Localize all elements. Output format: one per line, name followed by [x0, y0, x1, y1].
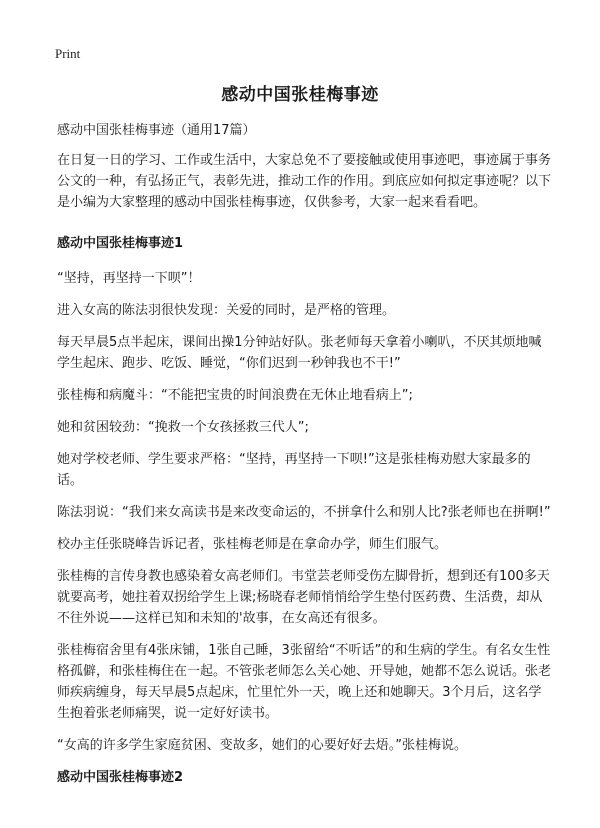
- paragraph: 进入女高的陈法羽很快发现：关爱的同时，是严格的管理。: [57, 303, 396, 318]
- article-subtitle: 感动中国张桂梅事迹（通用17篇）: [57, 123, 256, 138]
- page-title: 感动中国张桂梅事迹: [221, 85, 379, 105]
- paragraph: 陈法羽说：“我们来女高读书是来改变命运的，不拼拿什么和别人比?张老师也在拼啊!”: [57, 505, 551, 520]
- section-2-heading: 感动中国张桂梅事迹2: [57, 770, 184, 785]
- paragraph: “坚持，再坚持一下呗”！: [57, 271, 201, 286]
- paragraph: 张桂梅的言传身教也感染着女高老师们。韦堂芸老师受伤左脚骨折，想到还有100多天就要高考，她拄着双拐给学生上课;杨晓春老师悄悄给学生垫付医药费、生活费，却从不往外说——这样已知和未知的'故事，在女高还有很多。: [57, 569, 550, 626]
- paragraph: 每天早晨5点半起床，课间出操1分钟站好队。张老师每天拿着小喇叭，不厌其烦地喊学生起床、跑步、吃饭、睡觉，“你们迟到一秒钟我也不干!”: [57, 335, 542, 371]
- article-body: [57, 120, 553, 802]
- section-1-heading: 感动中国张桂梅事迹1: [57, 236, 184, 251]
- print-link[interactable]: Print: [55, 46, 81, 61]
- intro-paragraph: 在日复一日的学习、工作或生活中，大家总免不了要接触或使用事迹吧，事迹属于事务公文的一种，有弘扬正气，表彰先进，推动工作的作用。到底应如何拟定事迹呢？以下是小编为大家整理的感动中国张桂梅事迹，仅供参考，大家一起来看看吧。: [57, 153, 552, 210]
- paragraph: 张桂梅宿舍里有4张床铺，1张自己睡，3张留给“不听话”的和生病的学生。有名女生性格孤僻，和张桂梅住在一起。不管张老师怎么关心她、开导她，她都不怎么说话。张老师疾病缠身，每天早晨5点起床，忙里忙外一天，晚上还和她聊天。3个月后，这名学生抱着张老师痛哭，说一定好好读书。: [57, 643, 552, 721]
- paragraph: 校办主任张晓峰告诉记者，张桂梅老师是在拿命办学，师生们服气。: [57, 537, 448, 552]
- paragraph: 她和贫困较劲：“挽救一个女孩拯救三代人”;: [57, 420, 309, 435]
- paragraph: “女高的许多学生家庭贫困、变故多，她们的心要好好去焐。”张桂梅说。: [57, 738, 467, 753]
- paragraph: 张桂梅和病魔斗：“不能把宝贵的时间浪费在无休止地看病上”;: [57, 388, 413, 403]
- paragraph: 她对学校老师、学生要求严格：“坚持，再坚持一下呗!”这是张桂梅劝慰大家最多的话。: [57, 452, 531, 488]
